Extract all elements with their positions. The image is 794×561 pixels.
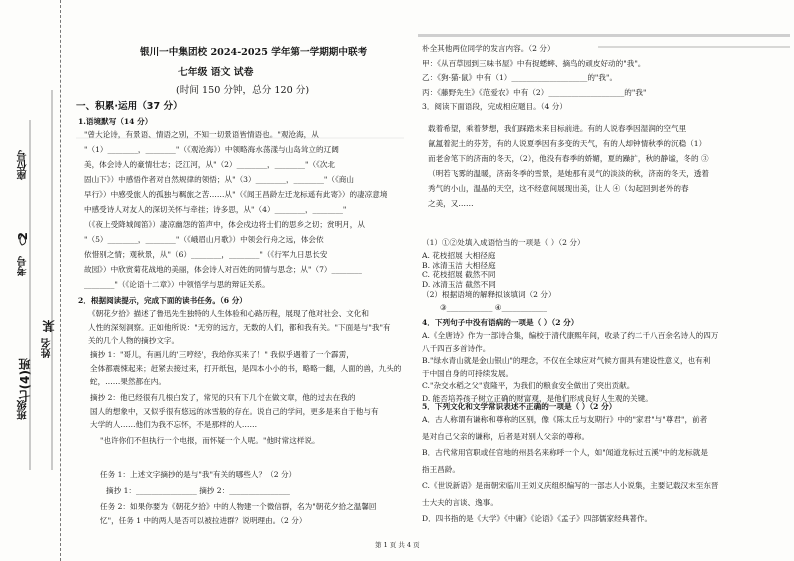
q5-option: B．古代常用官职或任官地的州县名来称呼一个人，如"闻道龙标过五溪"中的龙标就是: [422, 448, 708, 457]
exam-info: (时间 150 分钟，总分 120 分): [176, 85, 310, 96]
q5-option: A．古人称谓有谦称和尊称的区别，像《陈太丘与友期行》中的"家君"与"尊君"，前者: [422, 415, 708, 424]
extract-2-line: 大学的人……他们为我不忘怀，不是那样的人……: [90, 420, 258, 429]
extract-1-line: 蛇，……果然都在内。: [90, 377, 166, 386]
class-value: 七(4)班: [18, 358, 32, 402]
q2-line: 人性的深刻洞察。正如他所说："无穷的远方，无数的人们，都和我有关。"下面是与"我"有: [88, 322, 391, 332]
q4-option: 于中国自身的可持续发展。: [422, 368, 514, 378]
task-1: 任务 1：上述文字摘抄的是与"我"有关的哪些人？（2 分）: [100, 470, 297, 479]
right-line: 丙：《藤野先生》《范爱农》中有（2）____________________的"我": [422, 87, 647, 97]
q4-option: D. 能否培养孩子树立正确的财富观，是他们形成良好人生观的关键。: [422, 393, 653, 403]
exam-number-label: 考号: [18, 256, 29, 276]
q5-option: D．四书指的是《大学》《中庸》《论语》《孟子》四部儒家经典著作。: [422, 514, 653, 523]
extract-1-line: 摘抄 1："哥儿，有画儿的'三哼经'，我给你买来了！" 我似乎遇着了一个霹雳，: [90, 350, 354, 359]
q3-blanks[interactable]: ③____________ ④____________: [440, 303, 548, 312]
passage-line: 秀气的小山，温晶的天空，这不经意间展现出美，让人 ④（勾起回到老外的春: [428, 184, 689, 193]
q1-line: 依惜别之情；观秋景，从"（6）________，________"（《行军九日思长安: [84, 250, 328, 259]
extract-3-line: "也许你们不但执行一个电报，而怀疑一个人呢。"他时常这样说。: [100, 436, 320, 445]
margin-lines: [0, 0, 72, 561]
q1-line: 美，体会诗人的豪情壮志；泛江河，从"（2）________，________"（《次北: [84, 160, 336, 169]
school-title: 银川一中集团校 2024-2025 学年第一学期期中联考: [140, 47, 368, 58]
q3-option: A. 花枝招展 大相径庭: [422, 251, 496, 260]
q1-line: 固山下》）中感悟作者对自然规律的领悟；从"（3）________，________"（《商山: [84, 175, 354, 184]
name-label: 姓名: [42, 338, 53, 358]
class-label: 班级: [18, 400, 29, 420]
q3-option: C. 花枝招展 截然不同: [422, 270, 496, 280]
extract-2-line: 摘抄 2：他已经很有几根白发了，常见的只有下几个在做文章，他的过去在我的: [90, 393, 356, 402]
binding-margin: [0, 0, 72, 561]
right-line: 甲：《从百草园到三味书屋》中有捉蟋蟀、摘鸟的顽皮好动的"我"。: [422, 58, 646, 68]
right-line: 3．阅读下面语段，完成相应题目。（4 分）: [422, 102, 567, 111]
q5-title: 5．下列文化和文学常识表述不正确的一项是（ ）（2 分）: [422, 402, 617, 411]
q5-option: 士大夫的言谈、逸事。: [422, 497, 498, 507]
q2-line: 《朝花夕拾》描述了鲁迅先生独特的人生体验和心路历程，展现了他对社会、文化和: [88, 309, 369, 318]
q1-line: 故园》）中欣赏菊花战地的美丽，体会诗人对百姓的同情与思念；从"（7）________: [84, 265, 362, 274]
q3-option: B. 冰清玉洁 大相径庭: [422, 260, 496, 270]
q4-option: 八千四百多首诗作。: [422, 343, 491, 353]
passage-line: 载着希望，乘着梦想，我们踩踏未来目标前进。有的人说春季因湿润的空气里: [428, 124, 687, 133]
q1-line: ________"（《论语十二章》）中领悟学与思的辩证关系。: [84, 280, 270, 289]
section-heading: 一、积累·运用（37 分）: [76, 101, 183, 112]
q4-option: A.《全唐诗》作为一部诗合集，编校于清代康熙年间，收录了约二千八百余名诗人的四万: [422, 331, 719, 340]
q2-title: 2．根据阅读提示，完成下面的读书任务。（6 分）: [78, 296, 247, 305]
q1-line: （《夜上受降城闻笛》）凄凉幽怨的笛声中，体会戍边将士们的思乡之切；赏明月，从: [84, 220, 365, 229]
exam-number-value: 2: [16, 232, 30, 241]
task-2-line: 任务 2：如果你要为《朝花夕拾》中的人物建一个微信群，名为"朝花夕拾之温馨回: [100, 502, 377, 511]
q1-title: 1.语境默写（14 分）: [78, 117, 153, 126]
passage-line: 之美，又……: [428, 199, 474, 208]
q4-option: C."杂交水稻之父"袁隆平，为我们的粮食安全做出了突出贡献。: [422, 381, 635, 390]
task-1-fill[interactable]: 摘抄 1：________________ 摘抄 2：________________: [106, 486, 290, 495]
q3-sub2: （2）根据语境的解释拟该填词（2 分）: [422, 290, 556, 299]
right-line: 朴全其他两位同学的发言内容。（2 分）: [422, 44, 555, 53]
q1-line: "（5）________，________"（《峨眉山月歌》）中领会行舟之远，体会依: [84, 235, 324, 244]
grade-subject: 七年级 语文 试卷: [178, 67, 254, 78]
q5-option: C.《世说新语》是南朝宋临川王刘义庆组织编写的一部志人小说集，主要记载汉末至东晋: [422, 481, 719, 490]
q4-option: B."绿水青山就是金山银山"的理念，不仅在全球应对气候方面具有建设性意义，也有利: [422, 356, 711, 365]
name-value: 某: [42, 320, 56, 332]
q3-option: D. 冰清玉洁 截然不同: [422, 279, 496, 289]
extract-2-line: 国人的想象中，又似乎很有悠远的冰雪般的存在。说自己的学问，更多是来自于他与有: [90, 406, 379, 416]
q1-line: 早行》）中感受旅人的孤独与羁旅之苦……从"（《闻王昌龄左迁龙标遥有此寄》）的凄凉意境: [84, 190, 388, 199]
q3-sub1: （1）①②处填入成语恰当的一项是（ ）（2 分）: [422, 238, 585, 247]
right-line: 乙：《狗·猫·鼠》中有（1）____________________的"我"。: [422, 73, 618, 82]
q1-line: "曾大论诗，有景语、情语之别，不知一切景语皆情语也。"观沧海，从: [84, 130, 319, 139]
extract-1-line: 全体都震悚起来；赶紧去接过来，打开纸包，是四本小小的书，略略一翻，人面的兽，九头的: [90, 363, 402, 373]
passage-line: 氤氲着泥土的芬芳，有的人说夏季因有多变的天气，有的人却钟情秋季的沉稳（1）: [428, 139, 707, 148]
seat-label: 座位号: [18, 150, 29, 180]
page-footer: 第 1 页 共 4 页: [375, 541, 420, 549]
task-2-line: 忆"，任务 1 中的两人是否可以被拉进群？说明理由。（2 分）: [100, 515, 307, 525]
q1-line: "（1）________，________"（《观沧海》）中领略海水荡漾与山岛耸立的辽阔: [84, 145, 339, 154]
passage-line: 而老舍笔下的济南的冬天，（2），他没有春季的娇媚，夏的躁扩，秋的静谧，冬的 ③: [428, 154, 709, 163]
q1-line: 中感受诗人对友人的深切关怀与牵挂；诗多思，从"（4）________，________": [84, 205, 347, 214]
passage-line: （明若飞雾的温暖，济南冬季的雪景，是她那有灵气的淡淡的秋，济南的冬天，透着: [428, 169, 709, 178]
q2-line: 关的几个人物的摘抄文字。: [88, 336, 180, 345]
q5-option: 是对自己父亲的谦称，后者是对别人父亲的尊称。: [422, 431, 590, 441]
q5-option: 指王昌龄。: [422, 464, 460, 474]
q4-title: 4．下列句子中没有语病的一项是（ ）（2 分）: [422, 318, 579, 327]
binding-line: [60, 0, 61, 561]
